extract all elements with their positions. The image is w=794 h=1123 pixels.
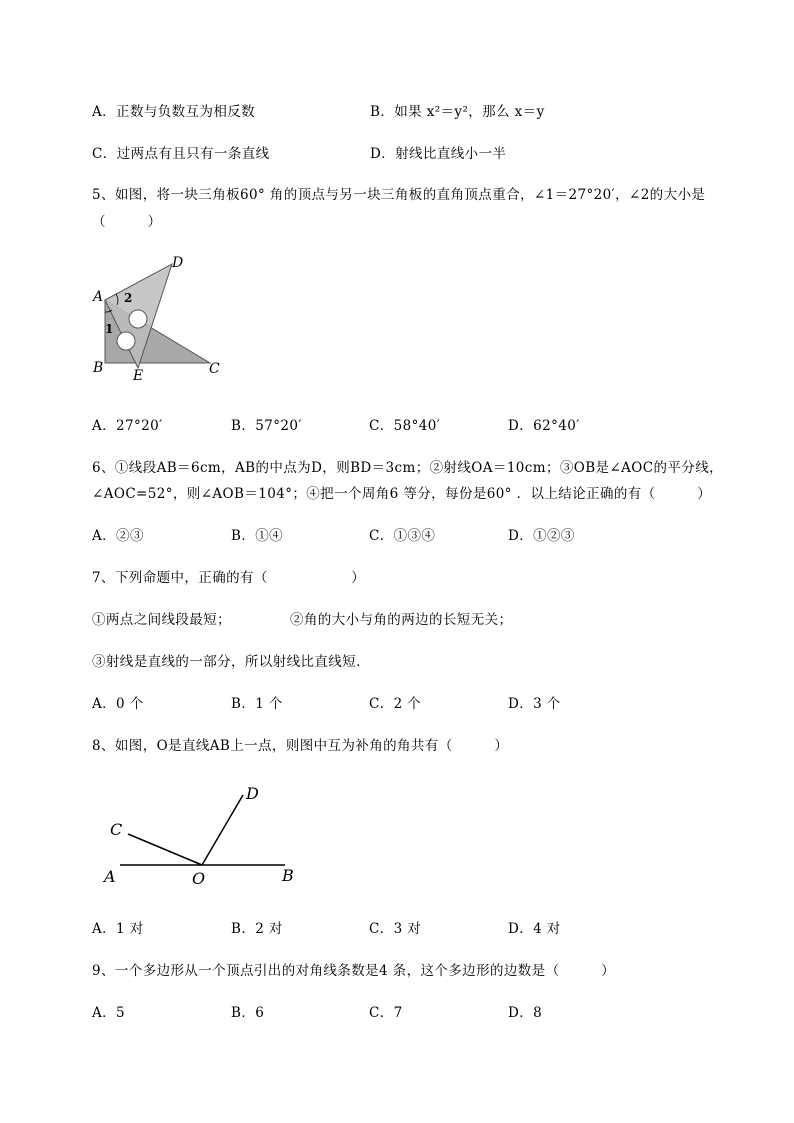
- ray-oc: [128, 834, 202, 865]
- hole-2: [117, 332, 135, 350]
- q7-option-b: B．1 个: [231, 696, 283, 712]
- label-d: D: [172, 255, 184, 271]
- q4-option-c: C．过两点有且只有一条直线: [92, 146, 270, 162]
- q6-option-d: D．①②③: [508, 528, 575, 544]
- q4-option-b: B．如果 x²＝y²，那么 x＝y: [370, 104, 545, 120]
- label-c: C: [110, 820, 123, 839]
- q7-option-c: C．2 个: [369, 696, 422, 712]
- q7-option-a: A．0 个: [92, 696, 144, 712]
- label-d: D: [246, 784, 259, 803]
- label-a: A: [93, 289, 104, 305]
- q7-item-1: ①两点之间线段最短；: [92, 612, 231, 628]
- label-angle-2: 2: [124, 291, 133, 305]
- q9-option-a: A．5: [92, 1005, 126, 1021]
- q9-stem: 9、一个多边形从一个顶点引出的对角线条数是4 条，这个多边形的边数是（ ）: [92, 963, 616, 979]
- label-b: B: [93, 360, 104, 376]
- q6-option-a: A．②③: [92, 528, 144, 544]
- q5-stem-line2: （ ）: [92, 214, 162, 230]
- q9-option-d: D．8: [508, 1005, 543, 1021]
- q5-stem-line1: 5、如图，将一块三角板60° 角的顶点与另一块三角板的直角顶点重合，∠1＝27°20′，∠2的大小是: [92, 187, 706, 203]
- label-o: O: [192, 869, 206, 888]
- q5-option-b: B．57°20′: [231, 418, 302, 434]
- q5-option-d: D．62°40′: [508, 418, 580, 434]
- q8-option-a: A．1 对: [92, 921, 144, 937]
- q6-option-c: C．①③④: [369, 528, 436, 544]
- q4-option-d: D．射线比直线小一半: [370, 146, 507, 162]
- q7-item-2: ②角的大小与角的两边的长短无关；: [290, 612, 513, 628]
- q8-figure: [100, 780, 300, 890]
- q7-stem: 7、下列命题中，正确的有（ ）: [92, 570, 366, 586]
- q4-option-a: A．正数与负数互为相反数: [92, 104, 256, 120]
- q6-stem-line1: 6、①线段AB＝6cm，AB的中点为D，则BD＝3cm；②射线OA＝10cm；③OB是∠AOC的平分线，: [92, 460, 724, 476]
- hole-1: [129, 310, 147, 328]
- q9-option-b: B．6: [231, 1005, 265, 1021]
- q5-option-a: A．27°20′: [92, 418, 163, 434]
- label-e: E: [133, 368, 144, 384]
- q9-option-c: C．7: [369, 1005, 403, 1021]
- q6-stem-line2: ∠AOC=52°，则∠AOB＝104°；④把一个周角6 等分，每份是60° ．以上结论正确的有（ ）: [92, 486, 712, 502]
- q8-option-d: D．4 对: [508, 921, 561, 937]
- label-angle-1: 1: [105, 322, 114, 336]
- label-b: B: [282, 866, 294, 885]
- q5-figure: [88, 252, 228, 382]
- q5-option-c: C．58°40′: [369, 418, 441, 434]
- q6-option-b: B．①④: [231, 528, 284, 544]
- q8-option-c: C．3 对: [369, 921, 422, 937]
- q8-option-b: B．2 对: [231, 921, 283, 937]
- q7-item-3: ③射线是直线的一部分，所以射线比直线短．: [92, 654, 370, 670]
- q7-option-d: D．3 个: [508, 696, 561, 712]
- label-a: A: [104, 867, 116, 886]
- label-c: C: [209, 361, 220, 377]
- ray-od: [202, 795, 243, 865]
- q8-stem: 8、如图，O是直线AB上一点，则图中互为补角的角共有（ ）: [92, 738, 509, 754]
